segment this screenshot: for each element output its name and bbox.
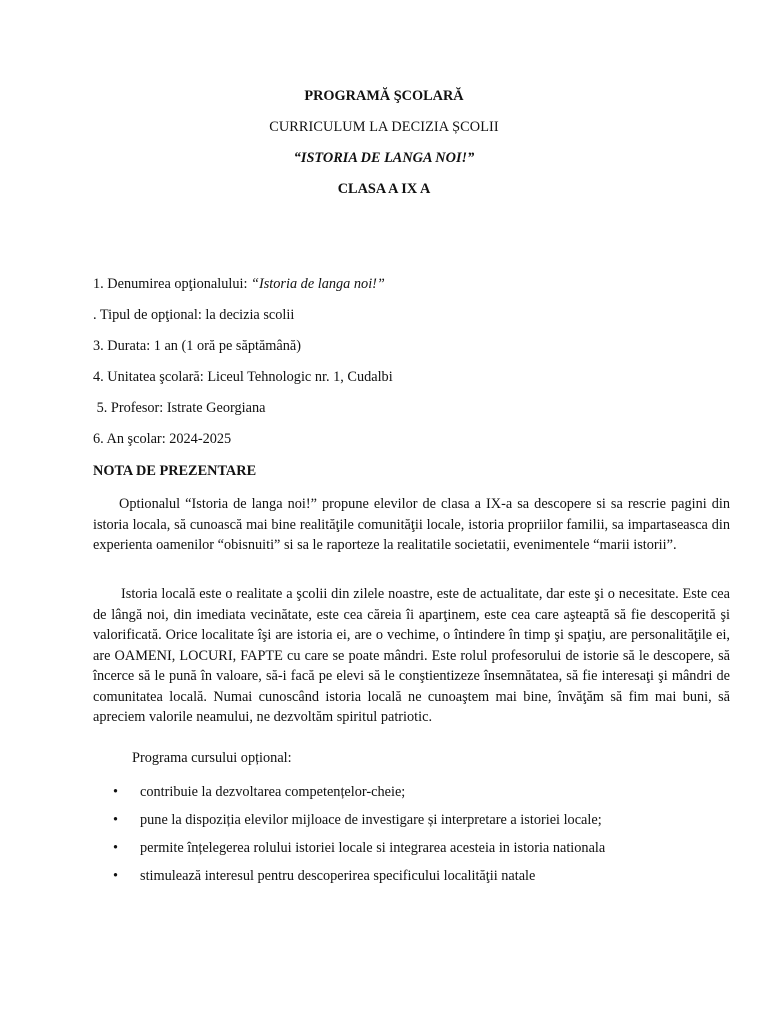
document-title: PROGRAMĂ ŞCOLARĂ: [304, 88, 464, 104]
list-item: [93, 811, 730, 839]
section-heading: NOTA DE PREZENTARE: [93, 463, 257, 479]
list-item: [93, 783, 730, 811]
document-subtitle: CURRICULUM LA DECIZIA ȘCOLII: [269, 119, 499, 135]
bullet-icon: •: [113, 840, 119, 856]
detail-course-name-label: 1. Denumirea opţionalului:: [93, 276, 252, 292]
list-item: [93, 839, 730, 867]
list-item-text: contribuie la dezvoltarea competențelor-cheie;: [140, 784, 406, 800]
detail-duration: 3. Durata: 1 an (1 oră pe săptămână): [93, 338, 302, 354]
detail-course-type: . Tipul de opţional: la decizia scolii: [93, 307, 295, 323]
paragraph-intro: Optionalul “Istoria de langa noi!” propune elevilor de clasa a IX-a sa descopere si sa rescrie pagini din istoria locala, să cunoască mai bine realităţile comunităţii locale, istoria propriilor familii, sa impartaseasca din experienta oamenilor “obisnuiti” si sa le raporteze la realitatile societatii, evenimentele “marii istorii”.: [93, 496, 730, 553]
detail-course-name: [93, 276, 385, 293]
detail-school-year: 6. An şcolar: 2024-2025: [93, 431, 232, 447]
paragraph-local-history: Istoria locală este o realitate a şcolii din zilele noastre, este de actualitate, dar este şi o necesitate. Este cea de lângă noi, din imediata vecinătate, este cea căreia îi aparţinem, este cea care aşteaptă să fie descoperită şi valorificată. Orice localitate îşi are istoria ei, are o vechime, o întindere în timp şi spaţiu, are personalităţile ei, are OAMENI, LOCURI, FAPTE cu care se poate mândri. Este rolul profesorului de istorie să le descopere, să încerce să le pună în valoare, să-i facă pe elevi să le conştientizeze însemnătatea, să fie interesaţi şi mândri de comunitatea locală. Numai cunoscând istoria locală ne cunoaştem mai bine, învăţăm să fim mai buni, să apreciem valorile neamului, ne dezvoltăm spiritul patriotic.: [93, 586, 730, 725]
bullet-icon: •: [113, 868, 119, 884]
program-intro: Programa cursului opțional:: [132, 750, 292, 766]
detail-teacher: 5. Profesor: Istrate Georgiana: [93, 400, 266, 416]
course-name: “ISTORIA DE LANGA NOI!”: [293, 150, 475, 166]
list-item: [93, 867, 730, 895]
list-item-text: pune la dispoziția elevilor mijloace de investigare și interpretare a istoriei locale;: [140, 812, 602, 828]
bullet-icon: •: [113, 812, 119, 828]
bullet-icon: •: [113, 784, 119, 800]
list-item-text: stimulează interesul pentru descoperirea specificului localităţii natale: [140, 868, 536, 884]
list-item-text: permite înțelegerea rolului istoriei locale si integrarea acesteia in istoria nationala: [140, 840, 606, 856]
program-bullet-list: [93, 783, 730, 895]
grade-label: CLASA A IX A: [337, 181, 431, 197]
detail-course-name-value: “Istoria de langa noi!”: [251, 276, 385, 292]
detail-school: 4. Unitatea şcolară: Liceul Tehnologic nr. 1, Cudalbi: [93, 369, 393, 385]
